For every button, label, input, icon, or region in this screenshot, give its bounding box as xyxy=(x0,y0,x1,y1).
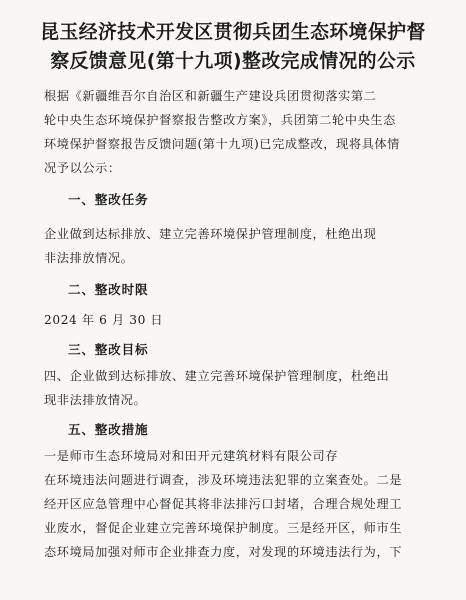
document-title: 昆玉经济技术开发区贯彻兵团生态环境保护督 察反馈意见(第十九项)整改完成情况的公示 xyxy=(40,22,426,72)
section-body-task: 企业做到达标排放、建立完善环境保护管理制度，杜绝出现 非法排放情况。 xyxy=(44,227,377,265)
section-heading-measures: 五、整改措施 xyxy=(68,422,149,437)
section-body-deadline: 2024 年 6 月 30 日 xyxy=(44,313,164,327)
section-body-goal: 四、企业做到达标排放、建立完善环境保护管理制度，杜绝出 现非法排放情况。 xyxy=(44,369,390,407)
section-body-measures: 一是师市生态环境局对和田开元建筑材料有限公司存 在环境违法问题进行调查，涉及环境违法犯罪的立案查处。二是 经开区应急管理中心督促其将非法排污口封堵，合理合规处理工 业废水，督促企业建立完善环境保护制度。三是经开区，师市生 态环境局加强对师市企业排查力度，对发现的环境违法行为，下 xyxy=(44,449,403,559)
section-heading-goal: 三、整改目标 xyxy=(68,342,149,357)
intro-paragraph: 根据《新疆维吾尔自治区和新疆生产建设兵团贯彻落实第二 轮中央生态环境保护督察报告整改方案》，兵团第二轮中央生态 环境保护督察报告反馈问题(第十九项)已完成整改，现将具体情 况予以公示： xyxy=(44,89,400,175)
section-heading-deadline: 二、整改时限 xyxy=(68,282,149,297)
section-heading-task: 一、整改任务 xyxy=(68,192,149,207)
